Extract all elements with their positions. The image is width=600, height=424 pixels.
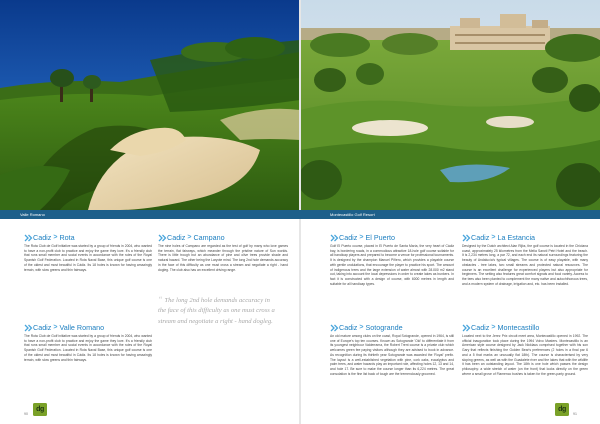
photo-montecastillo	[300, 0, 600, 210]
heading-separator: >	[491, 234, 496, 241]
heading-title: Montecastillo	[497, 323, 540, 332]
section-heading	[158, 233, 288, 242]
section-body: The Rota Club de Golf initiative was started by a group of friends in 2004, who wanted to have a non-profit club to practice and enjoy the game they love. It's a friendly club that runs small member and social events in accordance with the rules of the Royal Spanish Golf Federation. Located in Rota Naval Base, this unique golf course is one of the oldest and most beautiful in Cádiz. Its 18 holes is known for having amazingly terrain, with slow greens and thin fairways.	[24, 244, 152, 272]
section-campano	[158, 233, 288, 272]
section-heading	[24, 323, 152, 332]
section-heading	[462, 233, 588, 242]
page-number-right: 91	[573, 412, 577, 416]
golf-course-photo-left	[0, 0, 300, 210]
photo-caption-right: Montecastillo Golf Resort	[300, 210, 600, 219]
section-body: Golf El Puerto course, placed in El Puerto de Santa María, the very heart of Cádiz bay, is bordering roads, in a commodious attractive 18-hole golf course suitable for all handicap players and prepared to become a venue for professional tournaments. It is designed by the champion Manuel Piñero, which provides a playable course with gentle undulations, that encourage the player to practice his sport. The amount of indigenous trees and the large extension of water almost with 28.000 m2 stand out, taking into account the local depressions in order to create lakes as bunkers. In fact it is constructed with a design of course, with 6000 metres in length and suitable for all handicap types.	[330, 244, 454, 286]
heading-separator: >	[359, 324, 364, 331]
chevron-right-icon	[24, 324, 33, 332]
quote-mark-icon: “	[158, 295, 163, 304]
chevron-right-icon	[462, 234, 471, 242]
section-valle-romano	[24, 323, 152, 362]
dg-logo: dg	[555, 403, 569, 416]
section-heading	[330, 233, 454, 242]
chevron-right-icon	[462, 324, 471, 332]
heading-brand: Cadiz	[33, 323, 52, 332]
heading-title: Sotogrande	[365, 323, 403, 332]
heading-brand: Cadiz	[167, 233, 186, 242]
chevron-right-icon	[330, 324, 339, 332]
dg-logo: dg	[33, 403, 47, 416]
heading-title: El Puerto	[365, 233, 396, 242]
section-body: The Rota Club de Golf initiative was started by a group of friends in 2004, who wanted to have a non-profit club to practice and enjoy the game they love. It's a friendly club that runs small member and social events in accordance with the rules of the Royal Spanish Golf Federation. Located in Rota Naval Base, this unique golf course is one of the oldest and most beautiful in Cádiz. Its 18 holes is known for having amazingly terrain, with slow greens and thin fairways.	[24, 334, 152, 362]
section-el-puerto	[330, 233, 454, 286]
section-body: Located next to the Jerez Prix circuit meet area, Montecastillo opened in 1992. The official inauguration took place during the 1994 Volvo Masters. Montecastillo is an American style course designed by Jack Nicklaus comprised together with his son Gary that reflects finishing the Golden Bear's preferences (2 holes in a final par 6 and a 5 that marks an unusually flat 18th). The course is characterised by very sloping greens, as well as with the Guadalete river and the lakes that with the wildlife it has been an outstanding layout. The 18th is one hole which passes the design philosophy: a wide stretch of water (on the front) that looks directly on the green where a small grove of Flamenco bushes is taken for the green-party ground.	[462, 334, 588, 376]
section-heading	[462, 323, 588, 332]
pull-quote-text: The long 2nd hole demands accuracy in the face of this difficulty as one must cross a stream and negotiate a right - hand dogleg.	[158, 297, 275, 325]
heading-separator: >	[359, 234, 364, 241]
heading-brand: Cadiz	[471, 323, 490, 332]
chevron-right-icon	[158, 234, 167, 242]
page-number-left: 90	[24, 412, 28, 416]
photo-valle-romano	[0, 0, 300, 210]
section-heading	[330, 323, 454, 332]
heading-title: La Estancia	[497, 233, 536, 242]
heading-separator: >	[187, 234, 192, 241]
heading-title: Valle Romano	[59, 323, 105, 332]
chevron-right-icon	[330, 234, 339, 242]
section-la-estancia	[462, 233, 588, 286]
heading-separator: >	[491, 324, 496, 331]
photo-caption-left: Valle Romano	[0, 210, 300, 219]
pull-quote	[158, 295, 276, 327]
section-body: Designed by the Dutch architect Alan Rijks, the golf course is located in the Chiclana coast, approximately 25 kilometres from the Melia Sancti Petri Hotel and the beach. It is 2,234 metres long, a par 72, and each end its natural surroundings featuring the beauty of Andalucía's typical villages. The course is of easy playable, with many obstacles - tree lakes, two small streams and protected natural resources. The course is an excellent challenge for experienced players but also appropriate for beginners. The setting also features great comfort signals and food variety. Access to the tees also been planted to complement the many native and autochthonous trees, and a modern system of drainage, irrigation and, etc. has been installed.	[462, 244, 588, 286]
heading-brand: Cadiz	[339, 323, 358, 332]
section-heading	[24, 233, 152, 242]
section-body: The nine holes of Campano are regarded as the test of golf by many who love games the terrain, flat fairways, which meander through the pristine nature of Sun worlds. There is little trough but an abundance of pine and olive trees provide shade and natural hazard. The other being the Laryote mind. The long 2nd hole demands accuracy in the face of this difficulty as one must cross a stream and negotiate a right - hand dogleg. The club also has an excellent driving range.	[158, 244, 288, 272]
heading-title: Campano	[193, 233, 225, 242]
chevron-right-icon	[24, 234, 33, 242]
section-montecastillo	[462, 323, 588, 376]
section-body: An old mature among clubs on the coast, Royal Sotogrande, opened in 1964, is still one of Europe's top ten courses. Known as Sotogrande 'Old' to differentiate it from its youngest neighbour Valderrama, the Robert Trent course is a private club which welcomes green fee paying visitors although they are advised to book in advance. As recognition during its thirtieth year Sotogrande was awarded the 'Royal' prefix. The layout is a well-established vegetation with pine, cork oaks, eucalyptus and palm trees, and water hazards play an important role, affecting holes 12, 13 and 14, and hole 17. Be sure to make the course longer than its 6,224 metres. The great consolation is the fine list back of tough are the tremendously groomed.	[330, 334, 454, 376]
section-sotogrande	[330, 323, 454, 376]
heading-brand: Cadiz	[339, 233, 358, 242]
heading-brand: Cadiz	[33, 233, 52, 242]
section-rota	[24, 233, 152, 272]
heading-separator: >	[53, 324, 58, 331]
heading-title: Rota	[59, 233, 75, 242]
heading-separator: >	[53, 234, 58, 241]
heading-brand: Cadiz	[471, 233, 490, 242]
golf-resort-photo-right	[300, 0, 600, 210]
